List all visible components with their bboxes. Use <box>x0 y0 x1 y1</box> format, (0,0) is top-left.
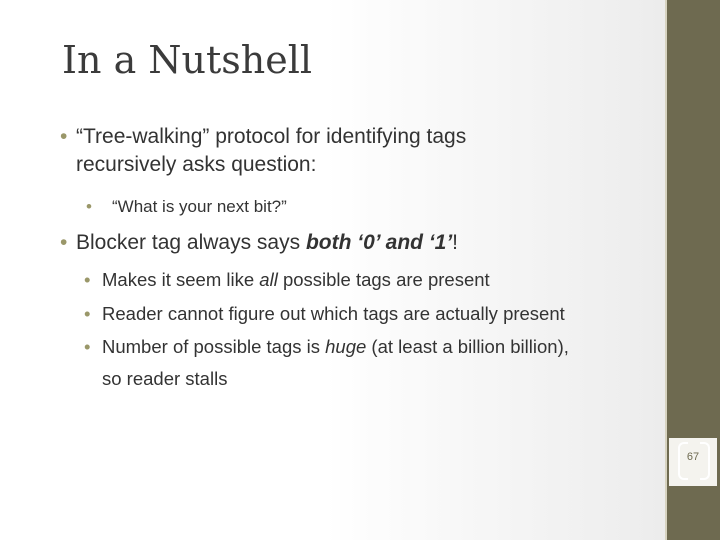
bullet-2 <box>76 230 458 256</box>
sub-bullet-1-end: possible tags are present <box>277 269 490 290</box>
bullet-2-end: ! <box>452 231 459 254</box>
slide-title: In a Nutshell <box>62 38 313 82</box>
sub-bullet-3-emphasis: huge <box>325 336 367 357</box>
sub-bullet-1-text: Makes it seem like <box>102 269 260 290</box>
bullet-2-emphasis: both ‘0’ and ‘1’ <box>305 231 453 254</box>
bullet-marker: • <box>86 197 92 216</box>
sub-bullet-3-text: Number of possible tags is <box>102 336 326 357</box>
sub-bullet-1-emphasis: all <box>259 269 278 290</box>
bullet-1-line-1: “Tree-walking” protocol for identifying tags <box>76 125 467 148</box>
sub-bullet-1 <box>102 268 490 292</box>
sub-bullet-2: Reader cannot figure out which tags are actually present <box>102 303 565 324</box>
bullet-1-line-2: recursively asks question: <box>76 153 317 176</box>
bullet-marker: • <box>60 231 68 254</box>
bullet-marker: • <box>84 336 91 357</box>
bullet-marker: • <box>84 303 91 324</box>
sub-bullet-3-end: (at least a billion billion), <box>366 336 569 357</box>
bullet-1-sub-1: “What is your next bit?” <box>112 197 287 216</box>
bullet-2-text: Blocker tag always says <box>76 231 306 254</box>
sub-bullet-3 <box>102 335 569 359</box>
page-number: 67 <box>686 451 700 463</box>
bullet-marker: • <box>60 125 68 148</box>
sub-bullet-3-line-2: so reader stalls <box>102 368 228 389</box>
bullet-marker: • <box>84 269 91 290</box>
